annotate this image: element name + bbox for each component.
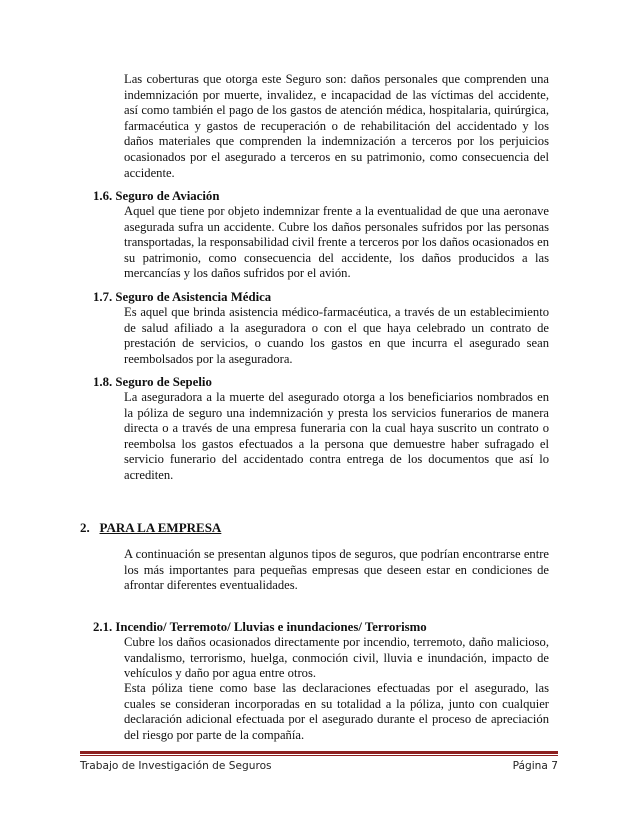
paragraph-1-8: La aseguradora a la muerte del asegurado otorga a los beneficiarios nombrados en la póliza de seguro una indemnización y presta los servicios funerarios de manera directa o a través de una empresa funeraria con la cual haya suscrito un contrato o reembolsa los gastos efectuados a la persona que demuestre haber sufragado el servicio funerario del accidentado contra entrega de los documentos que así lo acrediten. [124,390,549,482]
footer-title: Trabajo de Investigación de Seguros [80,760,272,772]
heading-1-6: 1.6. Seguro de Aviación [93,189,220,203]
paragraph-1-6: Aquel que tiene por objeto indemnizar frente a la eventualidad de que una aeronave asegurada sufra un accidente. Cubre los daños personales sufridos por las personas transportadas, la responsabilidad civil frente a terceros por los daños ocasionados en su patrimonio, como consecuencia del accidente, los daños producidos a las mercancías y los daños sufridos por el avión. [124,204,549,281]
paragraph-1-7: Es aquel que brinda asistencia médico-farmacéutica, a través de un establecimiento de salud afiliado a la aseguradora o con el que haya celebrado un contrato de prestación de servicios, o cuando los gastos en que incurra el asegurado sean reembolsados por la aseguradora. [124,305,549,366]
paragraph-2-1-b: Esta póliza tiene como base las declaraciones efectuadas por el asegurado, las cuales se consideran incorporadas en su totalidad a la póliza, junto con cualquier declaración adicional efectuada por el asegurado durante el proceso de apreciación del riesgo por parte de la compañía. [124,681,549,742]
intro-paragraph: Las coberturas que otorga este Seguro son: daños personales que comprenden una indemnización por muerte, invalidez, e incapacidad de las víctimas del accidente, así como también el pago de los gastos de atención médica, hospitalaria, quirúrgica, farmacéutica y gastos de recuperación o de rehabilitación del accidentado y los daños materiales que comprenden la indemnización a terceros por los perjuicios ocasionados por el asegurado a terceros en su patrimonio, como consecuencia del accidente. [124,72,549,180]
paragraph-part-2-intro: A continuación se presentan algunos tipos de seguros, que podrían encontrarse entre los más importantes para pequeñas empresas que deseen estar en condiciones de afrontar diferentes eventualidades. [124,547,549,593]
heading-part-2 [80,520,221,536]
part-2-title: PARA LA EMPRESA [99,520,222,535]
heading-2-1: 2.1. Incendio/ Terremoto/ Lluvias e inundaciones/ Terrorismo [93,620,427,634]
part-2-number: 2. [80,520,90,535]
paragraph-2-1-a: Cubre los daños ocasionados directamente por incendio, terremoto, daño malicioso, vandalismo, terrorismo, huelga, conmoción civil, lluvia e inundación, impacto de vehículos y daño por agua entre otros. [124,635,549,681]
heading-1-8: 1.8. Seguro de Sepelio [93,375,212,389]
footer-page-number: Página 7 [512,760,558,772]
heading-1-7: 1.7. Seguro de Asistencia Médica [93,290,272,304]
footer-rule-thick [80,751,558,754]
footer-rule-thin [80,755,558,756]
